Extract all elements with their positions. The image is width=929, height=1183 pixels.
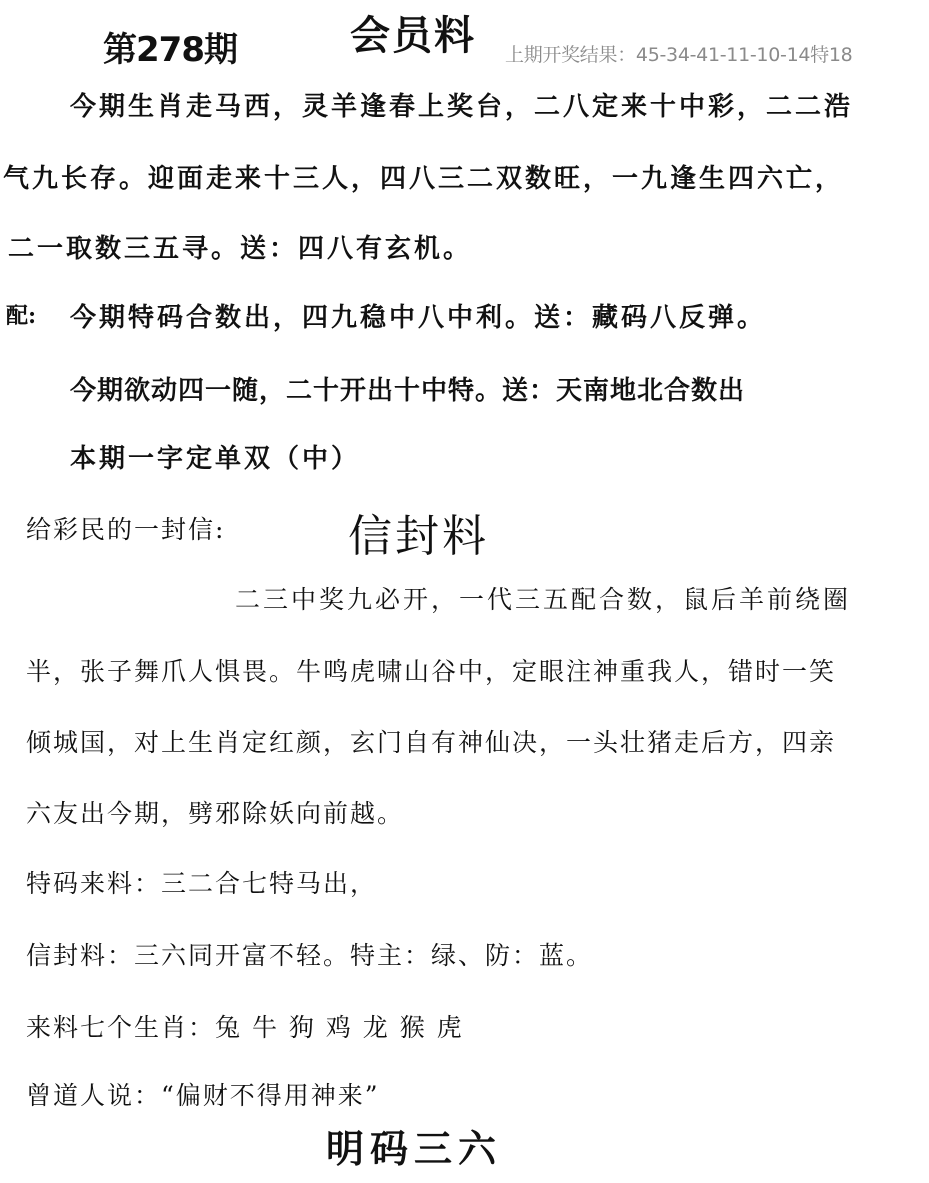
member-line-6: 本期一字定单双（中）	[70, 444, 361, 474]
member-line-5: 今期欲动四一随，二十开出十中特。送：天南地北合数出	[70, 376, 746, 406]
seven-zodiac-line: 来料七个生肖：兔 牛 狗 鸡 龙 猴 虎	[26, 1013, 464, 1042]
special-code-line: 特码来料：三二合七特马出，	[26, 869, 378, 898]
letter-line-2: 半，张子舞爪人惧畏。牛鸣虎啸山谷中，定眼注神重我人，错时一笑	[26, 657, 837, 686]
letter-line-1: 二三中奖九必开，一代三五配合数，鼠后羊前绕圈	[235, 585, 852, 614]
last-draw-result: 上期开奖结果：45-34-41-11-10-14特18	[505, 44, 853, 66]
member-line-3: 二一取数三五寻。送：四八有玄机。	[8, 234, 473, 264]
letter-line-4: 六友出今期，劈邪除妖向前越。	[26, 799, 405, 828]
envelope-line: 信封料：三六同开富不轻。特主：绿、防：蓝。	[26, 941, 594, 970]
member-line-1: 今期生肖走马西，灵羊逢春上奖台，二八定来十中彩，二二浩	[70, 92, 854, 122]
letter-label: 给彩民的一封信:	[26, 515, 226, 544]
pei-label: 配:	[6, 303, 37, 329]
issue-number: 第278期	[103, 30, 237, 70]
member-line-2: 气九长存。迎面走来十三人，四八三二双数旺，一九逢生四六亡，	[3, 164, 845, 194]
envelope-title: 信封料	[348, 511, 489, 562]
member-title: 会员料	[350, 12, 476, 59]
member-line-4: 今期特码合数出，四九稳中八中利。送：藏码八反弹。	[70, 303, 767, 333]
footer-title: 明码三六	[326, 1126, 503, 1171]
saying-line: 曾道人说：“偏财不得用神来”	[26, 1081, 380, 1110]
letter-line-3: 倾城国，对上生肖定红颜，玄门自有神仙决，一头壮猪走后方，四亲	[26, 728, 837, 757]
